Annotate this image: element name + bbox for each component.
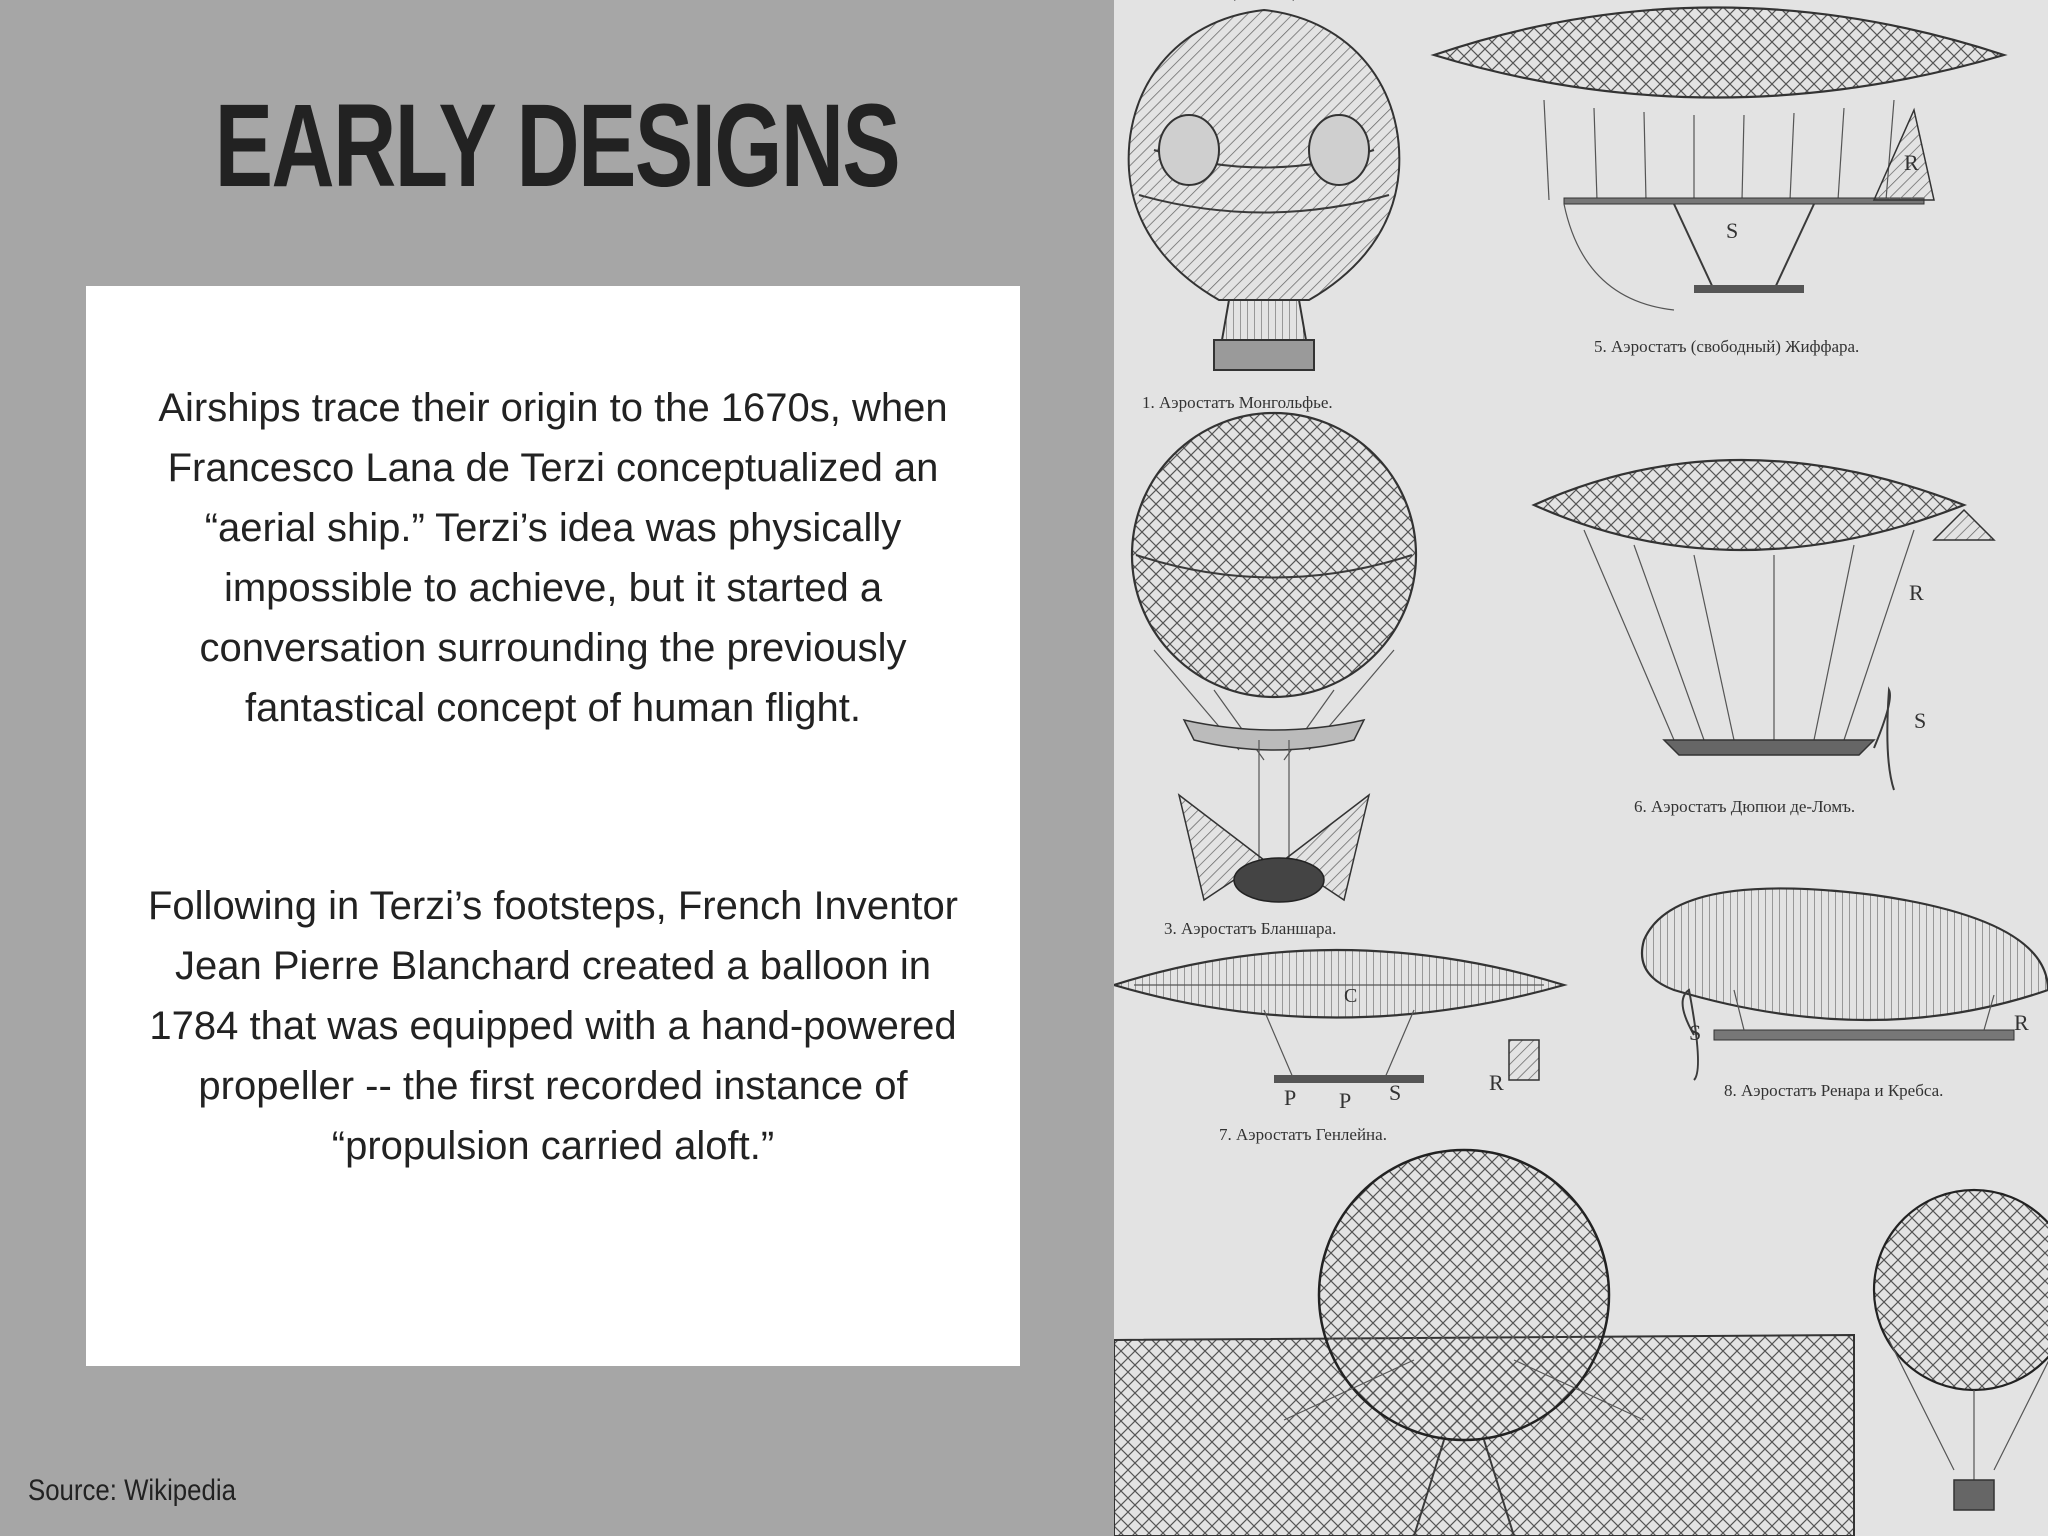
haenlein-airship-drawing: [1114, 950, 1564, 1113]
blanchard-balloon-drawing: [1132, 413, 1416, 902]
source-credit: Source: Wikipedia: [28, 1474, 236, 1507]
letter-s: S: [1689, 1020, 1702, 1045]
giffard-airship-drawing: [1434, 8, 2004, 311]
caption-renard-krebs: 8. Аэростатъ Ренара и Кребса.: [1724, 1081, 1944, 1100]
caption-haenlein: 7. Аэростатъ Генлейна.: [1219, 1125, 1387, 1144]
paragraph-blanchard: Following in Terzi’s footsteps, French Inventor Jean Pierre Blanchard created a balloon in 1784 that was equipped with a hand-powered propeller -- the first recorded instance of “propulsion carried aloft.”: [147, 884, 959, 1168]
airships-engraving-image: [1114, 0, 2048, 1536]
letter-c: C: [1344, 985, 1358, 1007]
paragraph-origin: Airships trace their origin to the 1670s, when Francesco Lana de Terzi conceptualized an “aerial ship.” Terzi’s idea was physically impossible to achieve, but it started a conversation surrounding the previously fantastical concept of human flight.: [158, 386, 948, 730]
letter-s: S: [1914, 708, 1927, 733]
letter-s: S: [1389, 1080, 1402, 1105]
letter-r: R: [1909, 580, 1924, 605]
letter-p: P: [1339, 1088, 1352, 1113]
letter-s: S: [1726, 218, 1739, 243]
renard-krebs-airship-drawing: [1642, 888, 2048, 1080]
caption-blanchard: 3. Аэростатъ Бланшара.: [1164, 919, 1337, 938]
letter-r: R: [2014, 1010, 2029, 1035]
letter-r: R: [1489, 1070, 1504, 1095]
caption-giffard: 5. Аэростатъ (свободный) Жиффара.: [1594, 337, 1860, 356]
caption-dupuy-de-lome: 6. Аэростатъ Дюпюи де-Ломъ.: [1634, 797, 1856, 816]
letter-p: P: [1284, 1085, 1297, 1110]
dupuy-de-lome-airship-drawing: [1534, 460, 1994, 790]
page-title: EARLY DESIGNS: [214, 80, 900, 212]
caption-montgolfier: 1. Аэростатъ Монгольфье.: [1142, 393, 1333, 412]
content-card: [86, 286, 1020, 1366]
letter-r: R: [1904, 150, 1919, 175]
tethered-balloon-shed-drawing: [1114, 1150, 1854, 1536]
small-balloon-drawing: [1874, 1190, 2048, 1510]
montgolfier-balloon-drawing: [1129, 0, 1400, 370]
engraving-illustration: [1114, 0, 2048, 1536]
